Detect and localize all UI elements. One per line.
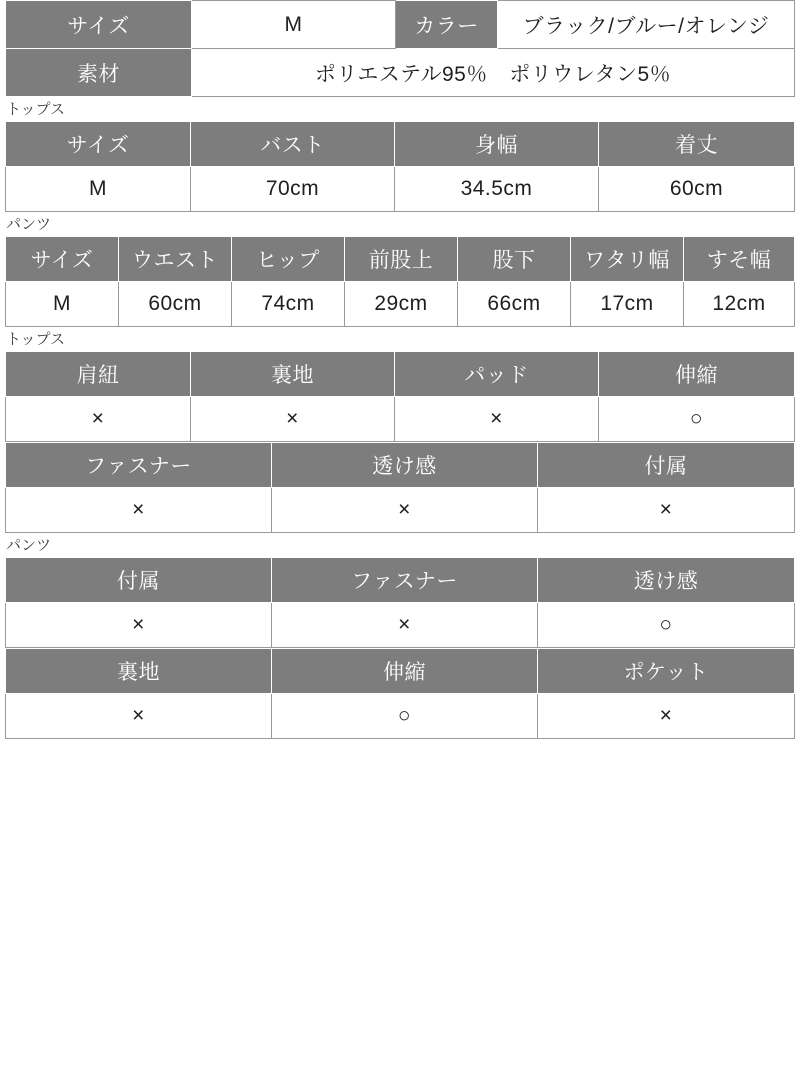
column-header: ワタリ幅 (571, 237, 684, 282)
tops-detail-table-2 (5, 442, 795, 533)
cell-value: 60cm (119, 282, 232, 327)
column-header: 裏地 (191, 352, 395, 397)
cell-value: 66cm (458, 282, 571, 327)
material-value: ポリエステル95％ ポリウレタン5％ (192, 49, 795, 97)
tops-detail-table-1 (5, 351, 795, 442)
table-header-row (6, 122, 795, 167)
column-header: ポケット (538, 649, 795, 694)
column-header: ファスナー (272, 558, 538, 603)
table-row (6, 1, 795, 49)
cell-value: × (395, 397, 599, 442)
pants-detail-table-1 (5, 557, 795, 648)
pants-detail-table-2 (5, 648, 795, 739)
cell-value: × (6, 694, 272, 739)
cell-value: 34.5cm (395, 167, 599, 212)
table-row (6, 603, 795, 648)
table-header-row (6, 443, 795, 488)
column-header: 裏地 (6, 649, 272, 694)
cell-value: M (6, 282, 119, 327)
size-value: M (192, 1, 396, 49)
column-header: 身幅 (395, 122, 599, 167)
column-header: バスト (191, 122, 395, 167)
cell-value: ○ (272, 694, 538, 739)
table-row (6, 167, 795, 212)
column-header: ファスナー (6, 443, 272, 488)
column-header: ウエスト (119, 237, 232, 282)
cell-value: × (538, 694, 795, 739)
cell-value: × (6, 488, 272, 533)
cell-value: 74cm (232, 282, 345, 327)
pants-measurement-table (5, 236, 795, 327)
column-header: 透け感 (272, 443, 538, 488)
column-header: 股下 (458, 237, 571, 282)
cell-value: × (272, 488, 538, 533)
column-header: 透け感 (538, 558, 795, 603)
table-header-row (6, 558, 795, 603)
table-row (6, 694, 795, 739)
column-header: パッド (395, 352, 599, 397)
cell-value: × (6, 397, 191, 442)
table-row (6, 282, 795, 327)
section-label-pants-measure: パンツ (6, 216, 52, 233)
cell-value: ○ (599, 397, 795, 442)
table-header-row (6, 649, 795, 694)
column-header: 付属 (538, 443, 795, 488)
size-label: サイズ (6, 1, 192, 49)
table-row (6, 49, 795, 97)
tops-measurement-table (5, 121, 795, 212)
cell-value: M (6, 167, 191, 212)
column-header: サイズ (6, 122, 191, 167)
column-header: ヒップ (232, 237, 345, 282)
table-header-row (6, 352, 795, 397)
cell-value: × (538, 488, 795, 533)
material-label: 素材 (6, 49, 192, 97)
column-header: 付属 (6, 558, 272, 603)
cell-value: 70cm (191, 167, 395, 212)
table-row (6, 488, 795, 533)
section-label-tops-measure: トップス (6, 101, 65, 118)
section-label-pants-detail: パンツ (6, 537, 52, 554)
cell-value: × (272, 603, 538, 648)
column-header: 肩紐 (6, 352, 191, 397)
table-header-row (6, 237, 795, 282)
cell-value: 60cm (599, 167, 795, 212)
cell-value: ○ (538, 603, 795, 648)
column-header: 前股上 (345, 237, 458, 282)
column-header: 伸縮 (272, 649, 538, 694)
color-value: ブラック/ブルー/オレンジ (498, 1, 795, 49)
column-header: 伸縮 (599, 352, 795, 397)
section-label-tops-detail: トップス (6, 331, 65, 348)
cell-value: 29cm (345, 282, 458, 327)
column-header: すそ幅 (684, 237, 795, 282)
cell-value: × (6, 603, 272, 648)
column-header: 着丈 (599, 122, 795, 167)
basic-spec-table (5, 0, 795, 97)
table-row (6, 397, 795, 442)
column-header: サイズ (6, 237, 119, 282)
color-label: カラー (396, 1, 498, 49)
cell-value: 12cm (684, 282, 795, 327)
cell-value: × (191, 397, 395, 442)
cell-value: 17cm (571, 282, 684, 327)
